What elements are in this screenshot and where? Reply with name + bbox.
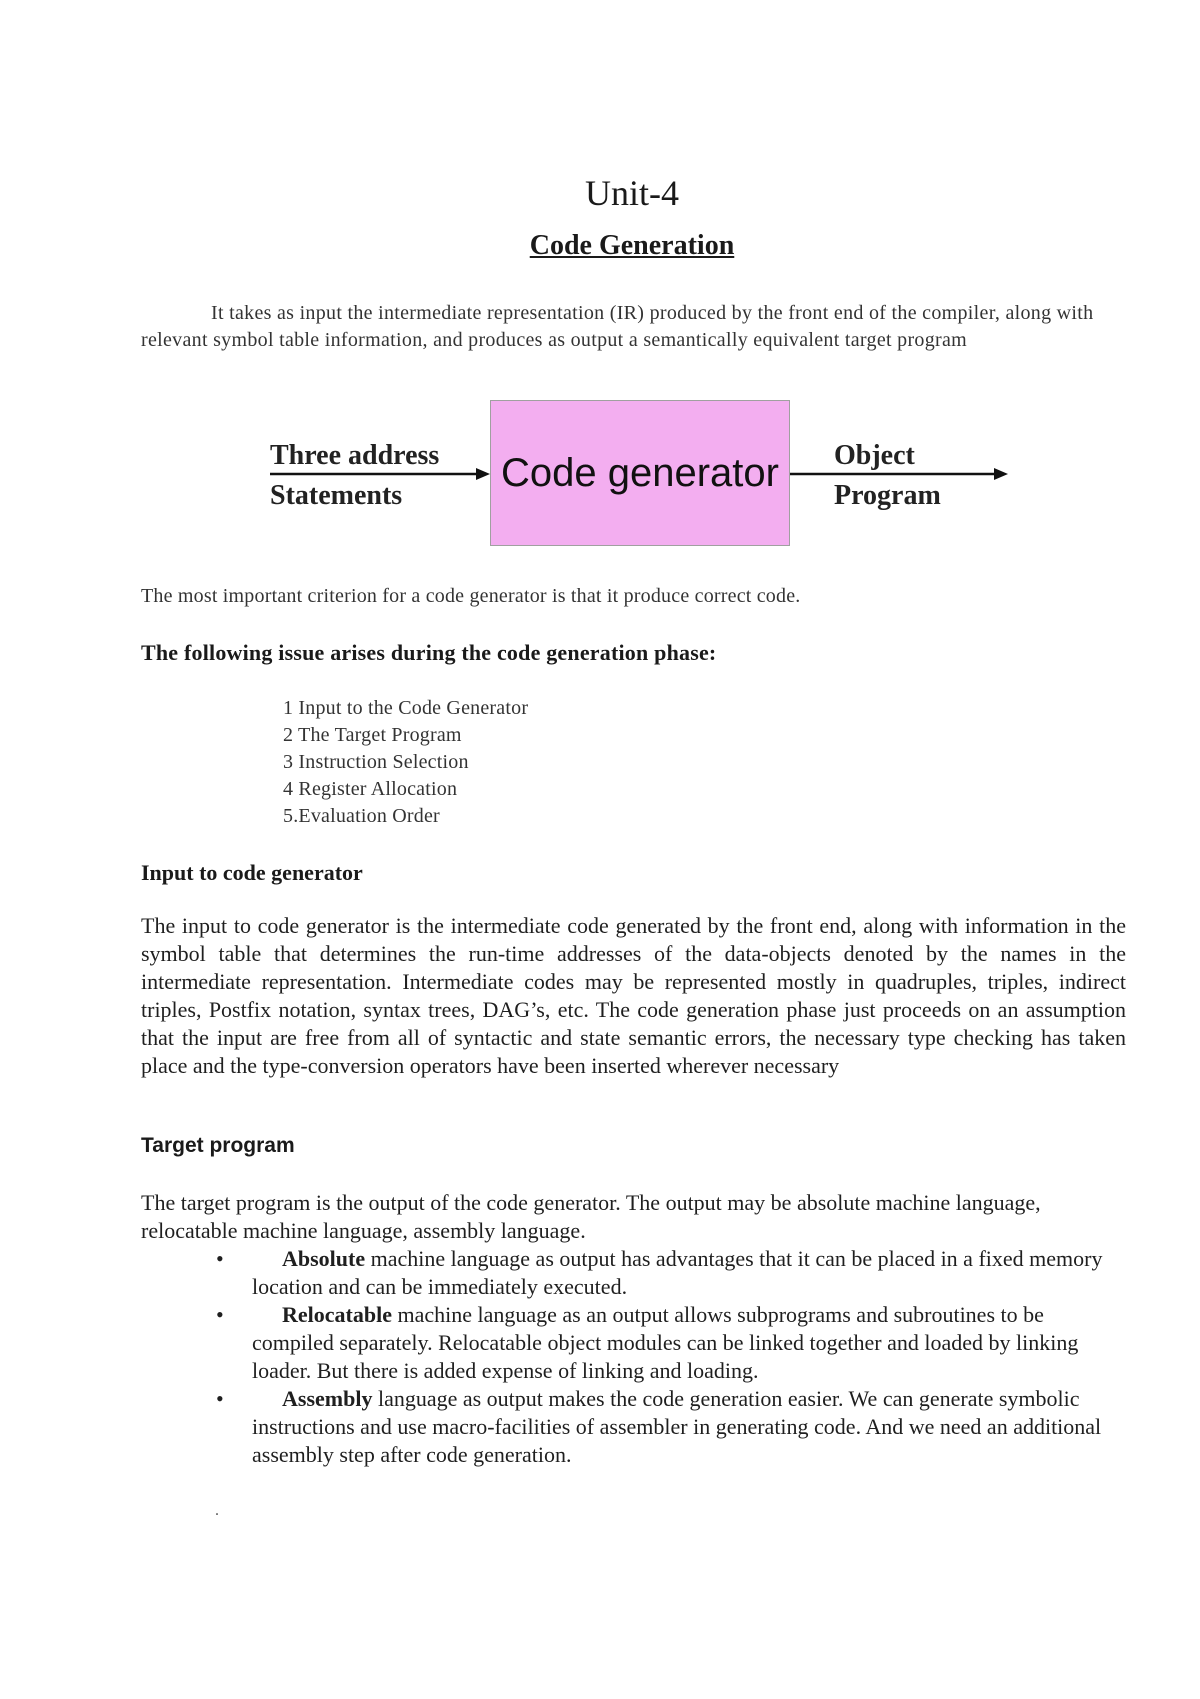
list-item: 1 Input to the Code Generator: [283, 697, 529, 719]
bullet-text: language as output makes the code generation easier. We can generate symbolic instructions and use macro-facilities of assembler in generating code. And we need an additional assembly step after code generation.: [252, 1386, 1102, 1467]
diagram-input-line1: Three address: [270, 440, 440, 471]
list-item: 2 The Target Program: [283, 724, 462, 746]
intro-paragraph: It takes as input the intermediate representation (IR) produced by the front end of the compiler, along with relevant symbol table information, and produces as output a semantically equivalent target program: [141, 302, 1094, 351]
output-arrow-head: [994, 468, 1008, 480]
diagram-input-line2: Statements: [270, 480, 403, 511]
footer-mark: .: [215, 1502, 219, 1519]
criterion-sentence: The most important criterion for a code generator is that it produce correct code.: [141, 585, 801, 607]
bullet-text: machine language as an output allows subprograms and subroutines to be compiled separately. Relocatable object modules can be linked together and loaded by linking loader. But there is added expense of linking and loading.: [252, 1302, 1079, 1383]
list-item: 5.Evaluation Order: [283, 805, 440, 827]
bullet-term: Assembly: [282, 1386, 373, 1411]
issues-heading: The following issue arises during the code generation phase:: [141, 640, 717, 665]
target-section-heading: Target program: [141, 1134, 295, 1157]
bullet-term: Absolute: [282, 1246, 366, 1271]
code-generator-diagram: [270, 400, 1010, 548]
bullet-symbol: •: [216, 1386, 224, 1411]
target-section-body: The target program is the output of the code generator. The output may be absolute machine language, relocatable machine language, assembly language.: [141, 1190, 1041, 1243]
bullet-term: Relocatable: [282, 1302, 392, 1327]
code-generator-box: Code generator: [490, 400, 790, 546]
issues-list: [283, 695, 528, 830]
unit-title: Unit-4: [585, 173, 679, 213]
diagram-output-line2: Program: [834, 480, 941, 511]
page-title: Code Generation: [529, 230, 735, 261]
list-item: [216, 1385, 1116, 1469]
list-item: 4 Register Allocation: [283, 778, 458, 800]
list-item: [216, 1245, 1116, 1301]
list-item: 3 Instruction Selection: [283, 751, 469, 773]
diagram-output-line1: Object: [834, 440, 915, 471]
bullet-text: machine language as output has advantages that it can be placed in a fixed memory location and can be immediately executed.: [252, 1246, 1103, 1299]
input-arrow-head: [476, 468, 490, 480]
input-section-body: The input to code generator is the intermediate code generated by the front end, along with information in the symbol table that determines the run-time addresses of the data-objects denoted by the names in the intermediate representation. Intermediate codes may be represented mostly in quadruples, triples, indirect triples, Postfix notation, syntax trees, DAG’s, etc. The code generation phase just proceeds on an assumption that the input are free from all of syntactic and state semantic errors, the necessary type checking has taken place and the type-conversion operators have been inserted wherever necessary: [141, 913, 1126, 1078]
bullet-symbol: •: [216, 1302, 224, 1327]
list-item: [216, 1301, 1116, 1385]
input-section-heading: Input to code generator: [141, 860, 363, 885]
target-bullets: [216, 1245, 1116, 1469]
diagram-input-label: [270, 436, 439, 516]
diagram-output-label: [834, 436, 941, 516]
bullet-symbol: •: [216, 1246, 224, 1271]
